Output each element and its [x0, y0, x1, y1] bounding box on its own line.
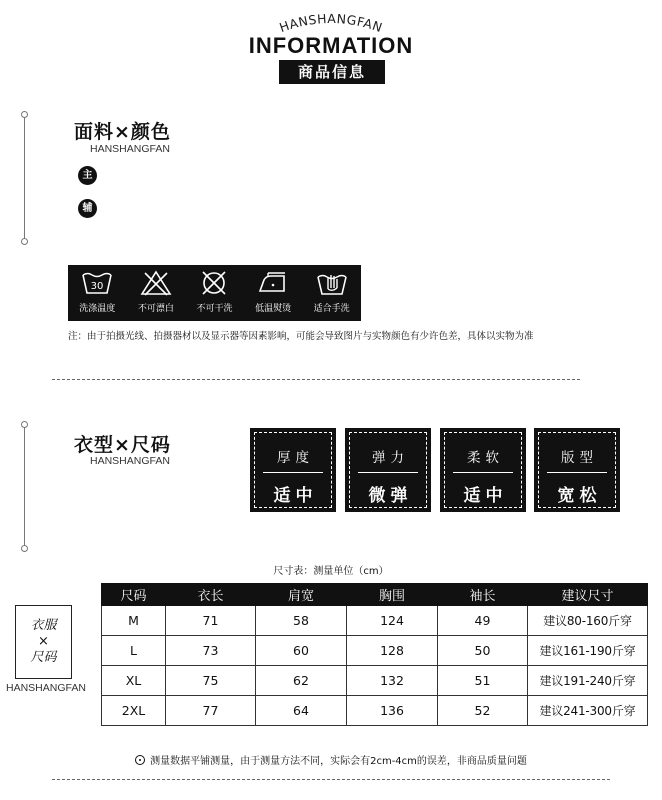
product-info-subtitle: 商品信息 — [279, 60, 385, 84]
shoulder-cell: 58 — [256, 606, 347, 636]
hand-wash-icon — [315, 269, 349, 297]
info-circle-icon — [135, 755, 145, 765]
size-table — [101, 583, 648, 726]
length-cell: 77 — [166, 696, 256, 726]
section-side-dot — [21, 238, 28, 245]
table-row — [102, 636, 648, 666]
feature-rule — [453, 472, 513, 473]
sleeve-cell: 51 — [438, 666, 528, 696]
size-cell: M — [102, 606, 166, 636]
fabric-color-title: 面料×颜色 — [74, 121, 171, 143]
feature-label: 厚度 — [277, 450, 314, 466]
table-row — [102, 666, 648, 696]
feature-label: 柔软 — [467, 450, 504, 466]
shoulder-cell: 64 — [256, 696, 347, 726]
times-symbol: × — [38, 634, 49, 649]
size-cell: XL — [102, 666, 166, 696]
main-color-badge: 主 — [78, 166, 97, 185]
header-recommended: 建议尺寸 — [528, 584, 648, 606]
fabric-brand-label: HANSHANGFAN — [90, 143, 170, 155]
feature-value: 适中 — [463, 486, 508, 506]
recommended-cell: 建议80-160斤穿 — [528, 606, 648, 636]
section-divider — [52, 379, 580, 380]
no-dryclean-icon — [197, 269, 231, 297]
feature-elasticity — [345, 428, 431, 512]
shoulder-cell: 62 — [256, 666, 347, 696]
color-difference-note: 注：由于拍摄光线、拍摄器材以及显示器等因素影响，可能会导致图片与实物颜色有少许色差，具体以实物为准 — [68, 331, 534, 342]
care-item-no-dryclean — [185, 265, 244, 321]
care-item-hand-wash — [302, 265, 361, 321]
section-side-dot — [21, 111, 28, 118]
length-cell: 73 — [166, 636, 256, 666]
feature-rule — [547, 472, 607, 473]
care-label: 低温熨烫 — [255, 304, 292, 314]
size-cell: L — [102, 636, 166, 666]
care-label: 不可干洗 — [196, 304, 233, 314]
care-item-low-iron — [244, 265, 303, 321]
header-length: 衣长 — [166, 584, 256, 606]
size-table-header-row — [102, 584, 648, 606]
length-cell: 75 — [166, 666, 256, 696]
length-cell: 71 — [166, 606, 256, 636]
information-title: INFORMATION — [248, 33, 414, 58]
chest-cell: 128 — [347, 636, 438, 666]
shoulder-cell: 60 — [256, 636, 347, 666]
footnote-text: 测量数据平铺测量，由于测量方法不同，实际会有2cm-4cm的误差，非商品质量问题 — [150, 756, 527, 767]
size-cell: 2XL — [102, 696, 166, 726]
care-instructions — [68, 265, 361, 321]
low-iron-icon — [256, 269, 290, 297]
table-row — [102, 606, 648, 636]
feature-label: 弹力 — [372, 450, 409, 466]
recommended-cell: 建议191-240斤穿 — [528, 666, 648, 696]
svg-text:HANSHANGFAN: HANSHANGFAN — [277, 10, 385, 36]
wash-30-icon — [80, 269, 114, 297]
feature-fit — [534, 428, 620, 512]
chest-cell: 124 — [347, 606, 438, 636]
bottom-divider — [52, 779, 610, 780]
care-label: 适合手洗 — [313, 304, 350, 314]
header-chest: 胸围 — [347, 584, 438, 606]
care-item-no-bleach — [127, 265, 186, 321]
header-sleeve: 袖长 — [438, 584, 528, 606]
care-label: 不可漂白 — [137, 304, 174, 314]
feature-thickness — [250, 428, 336, 512]
chest-cell: 132 — [347, 666, 438, 696]
clothes-label: 衣服 — [30, 618, 57, 633]
recommended-cell: 建议241-300斤穿 — [528, 696, 648, 726]
sleeve-cell: 50 — [438, 636, 528, 666]
clothes-size-label-box — [15, 605, 72, 679]
header-size: 尺码 — [102, 584, 166, 606]
size-label: 尺码 — [30, 650, 57, 665]
clothes-brand-label: HANSHANGFAN — [6, 682, 86, 694]
feature-value: 微弹 — [368, 486, 413, 506]
size-section-title: 衣型×尺码 — [74, 434, 171, 456]
svg-text:30: 30 — [90, 281, 104, 292]
table-row — [102, 696, 648, 726]
chest-cell: 136 — [347, 696, 438, 726]
no-bleach-icon — [139, 269, 173, 297]
care-label: 洗涤温度 — [79, 304, 116, 314]
header-shoulder: 肩宽 — [256, 584, 347, 606]
recommended-cell: 建议161-190斤穿 — [528, 636, 648, 666]
care-item-wash-temp — [68, 265, 127, 321]
feature-value: 适中 — [273, 486, 318, 506]
sleeve-cell: 49 — [438, 606, 528, 636]
feature-rule — [358, 472, 418, 473]
section-side-dot — [21, 545, 28, 552]
sleeve-cell: 52 — [438, 696, 528, 726]
feature-rule — [263, 472, 323, 473]
size-table-caption: 尺寸表：测量单位（cm） — [273, 566, 389, 577]
measurement-footnote — [0, 752, 662, 767]
size-brand-label: HANSHANGFAN — [90, 455, 170, 467]
section-side-dot — [21, 421, 28, 428]
feature-value: 宽松 — [557, 486, 602, 506]
feature-softness — [440, 428, 526, 512]
feature-label: 版型 — [561, 450, 598, 466]
section-side-line — [24, 114, 25, 242]
section-side-line — [24, 424, 25, 549]
aux-color-badge: 辅 — [78, 199, 97, 218]
